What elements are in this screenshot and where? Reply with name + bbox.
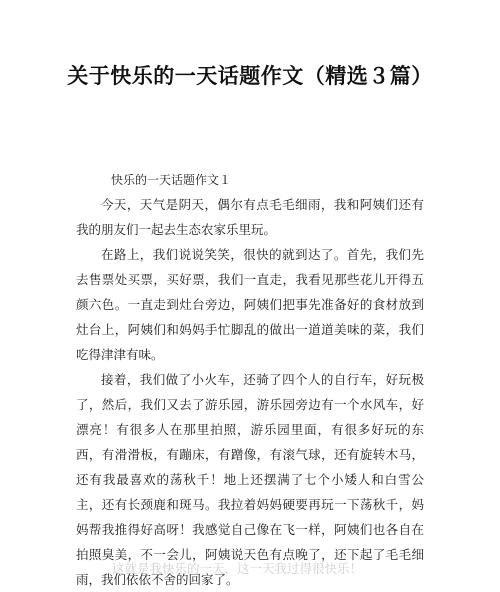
document-body [76, 192, 424, 592]
paragraph: 今天，天气是阴天，偶尔有点毛毛细雨，我和阿姨们还有我的朋友们一起去生态农家乐里玩。 [76, 197, 424, 237]
document-title: 关于快乐的一天话题作文（精选３篇） [67, 64, 433, 88]
paragraph: 在路上，我们说说笑笑，很快的就到达了。首先，我们先去售票处买票，买好票，我们一直走，我看见那些花儿开得五颜六色。一直走到灶台旁边，阿姨们把事先准备好的食材放到灶台上，阿姨们和妈妈手忙脚乱的做出一道道美味的菜，我们吃得津津有味。 [76, 247, 424, 362]
truncated-line: 这就是我快乐的一天，这一天我过得很快乐！ [112, 561, 363, 576]
paragraph: 接着，我们做了小火车，还骑了四个人的自行车，好玩极了，然后，我们又去了游乐园，游乐园旁边有一个水风车，好漂亮！有很多人在那里拍照，游乐园里面，有很多好玩的东西，有滑滑板，有蹦床，有蹭像，有滚气球，还有旋转木马，还有我最喜欢的荡秋千！地上还摆满了七个小矮人和白雪公主，还有长颈鹿和斑马。我拉着妈妈硬要再玩一下荡秋千，妈妈帮我推得好高呀！我感觉自己像在飞一样，阿姨们也各自在拍照臭美，不一会儿，阿姨说天色有点晚了，还下起了毛毛细雨，我们依依不舍的回家了。 [76, 372, 424, 587]
section-heading: 快乐的一天话题作文１ [111, 173, 232, 187]
